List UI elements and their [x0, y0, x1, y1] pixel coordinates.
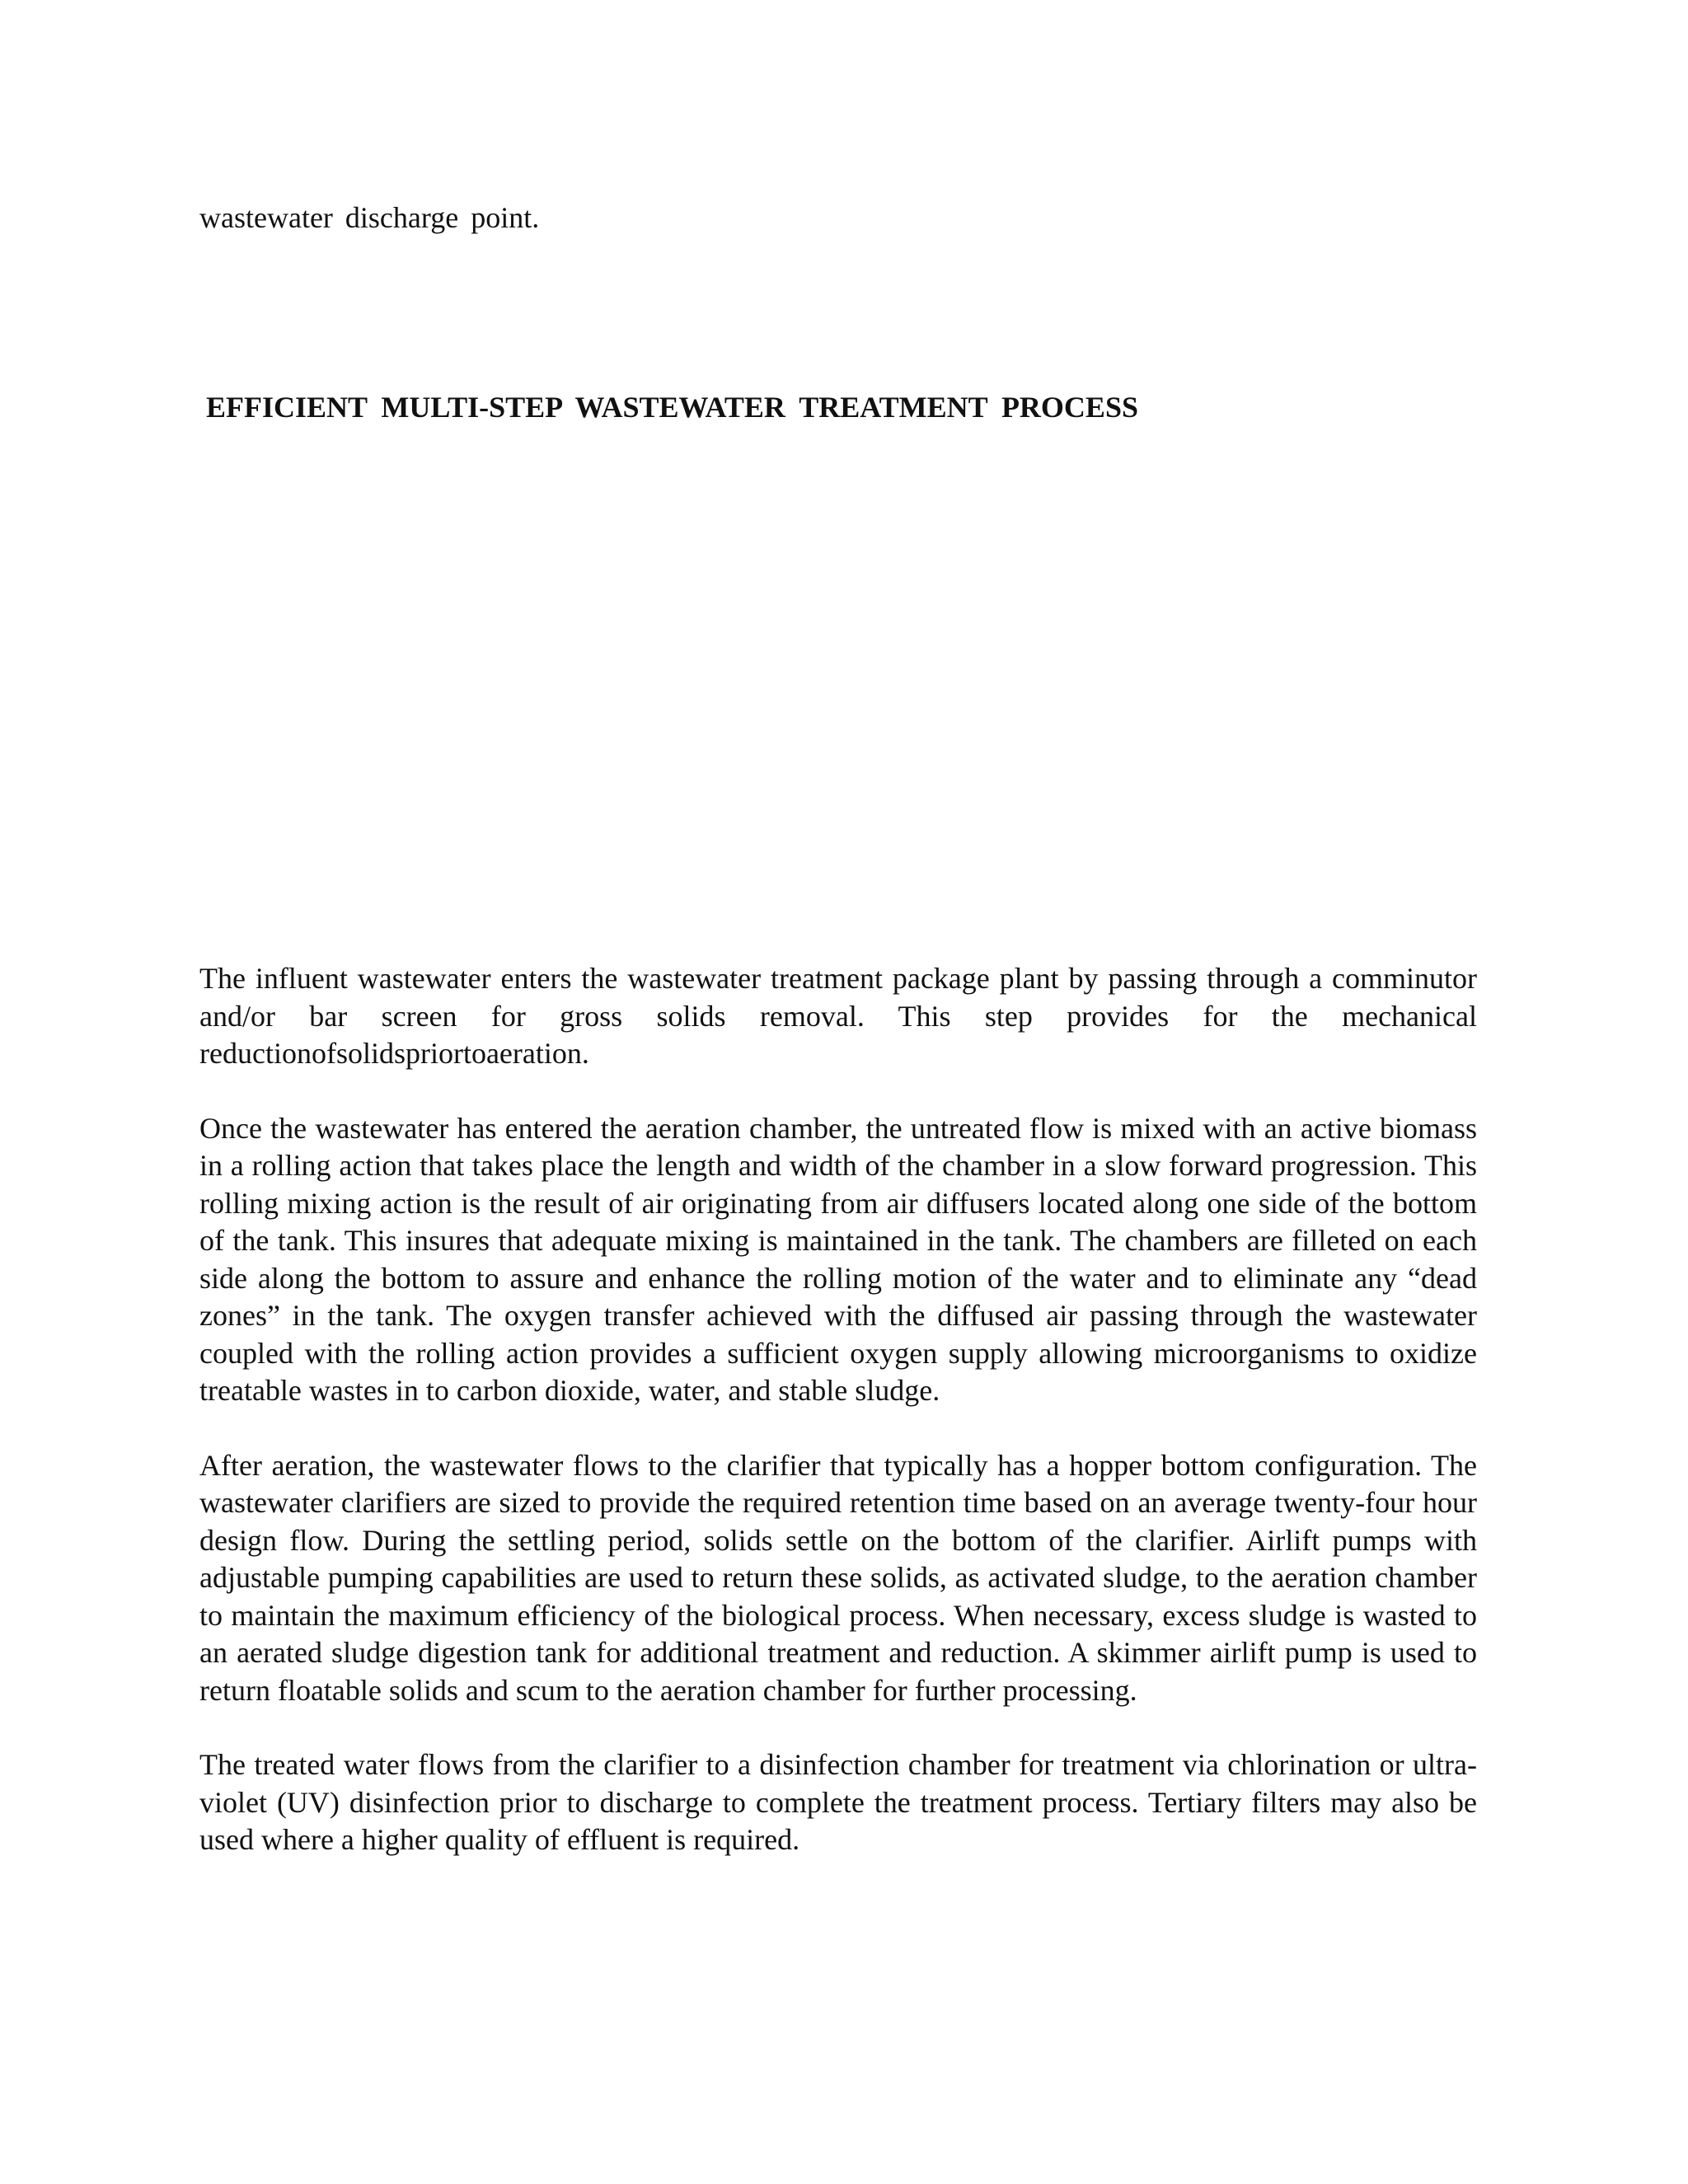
paragraph-influent: The influent wastewater enters the wastewater treatment package plant by passing through a comminutor and/or bar screen for gross solids removal. This step provides for the mechanical reductionofsolidspriortoaeration.	[199, 962, 1477, 1070]
paragraph-clarifier: After aeration, the wastewater flows to the clarifier that typically has a hopper bottom configuration. The wastewater clarifiers are sized to provide the required retention time based on an average twenty-four hour design flow. During the settling period, solids settle on the bottom of the clarifier. Airlift pumps with adjustable pumping capabilities are used to return these solids, as activated sludge, to the aeration chamber to maintain the maximum efficiency of the biological process. When necessary, excess sludge is wasted to an aerated sludge digestion tank for additional treatment and reduction. A skimmer airlift pump is used to return floatable solids and scum to the aeration chamber for further processing.	[199, 1448, 1477, 1707]
section-heading: EFFICIENT MULTI-STEP WASTEWATER TREATMENT PROCESS	[206, 391, 1138, 424]
body-text	[199, 960, 1477, 1896]
carryover-text: wastewater discharge point.	[199, 201, 540, 234]
paragraph-aeration: Once the wastewater has entered the aeration chamber, the untreated flow is mixed with an active biomass in a rolling action that takes place the length and width of the chamber in a slow forward progression. This rolling mixing action is the result of air originating from air diffusers located along one side of the bottom of the tank. This insures that adequate mixing is maintained in the tank. The chambers are filleted on each side along the bottom to assure and enhance the rolling motion of the water and to eliminate any “dead zones” in the tank. The oxygen transfer achieved with the diffused air passing through the wastewater coupled with the rolling action provides a sufficient oxygen supply allowing microorganisms to oxidize treatable wastes in to carbon dioxide, water, and stable sludge.	[199, 1111, 1477, 1407]
paragraph-disinfection: The treated water flows from the clarifier to a disinfection chamber for treatment via chlorination or ultra-violet (UV) disinfection prior to discharge to complete the treatment process. Tertiary filters may also be used where a higher quality of effluent is required.	[199, 1748, 1477, 1856]
